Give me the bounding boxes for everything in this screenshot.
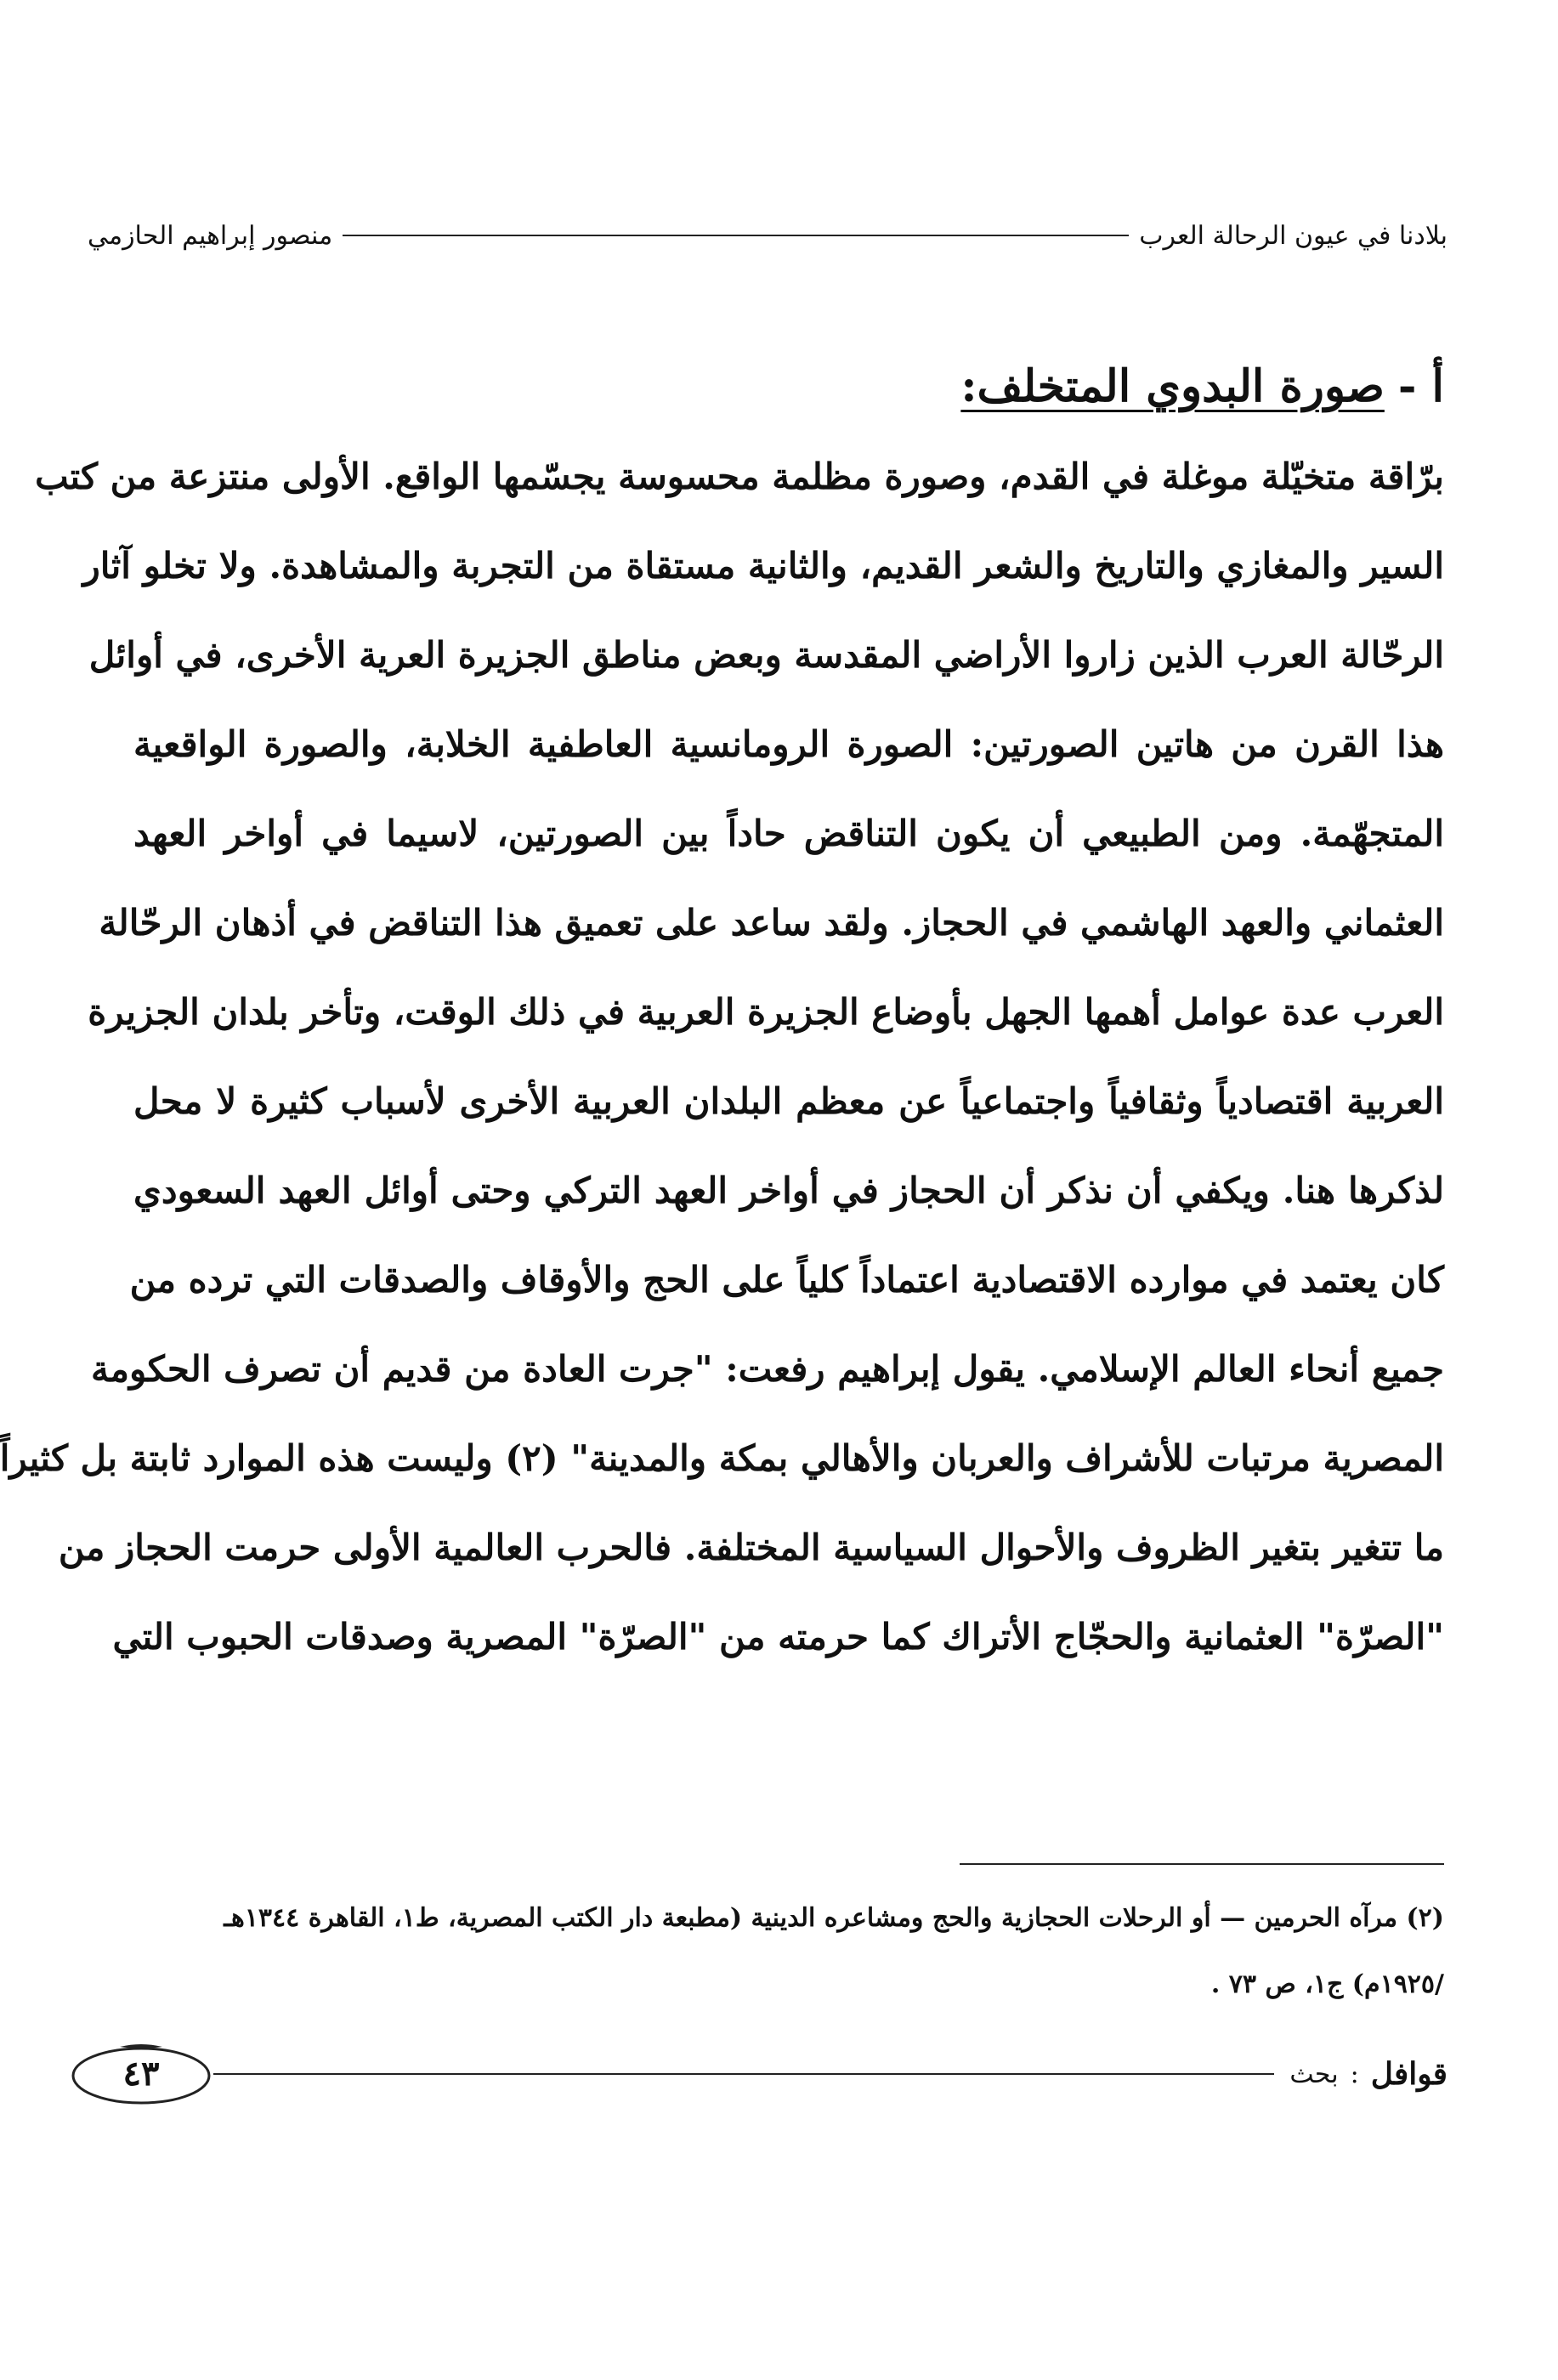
body-line: المتجهّمة. ومن الطبيعي أن يكون التناقض حاداً بين الصورتين، لاسيما في أواخر العهد (133, 813, 1444, 854)
header-author: منصور إبراهيم الحازمي (88, 220, 333, 251)
page-number: ٤٣ (122, 2054, 160, 2094)
header-book-title: بلادنا في عيون الرحالة العرب (1139, 220, 1448, 251)
footnote-line: /١٩٢٥م) ج١، ص ٧٣ . (1210, 1969, 1444, 1999)
body-line: الرحّالة العرب الذين زاروا الأراضي المقدسة وبعض مناطق الجزيرة العرية الأخرى، في أوائل (88, 634, 1444, 676)
footer-journal: قوافل (1370, 2056, 1448, 2092)
footer-rule (213, 2073, 1274, 2075)
section-prefix: أ - (1397, 360, 1444, 412)
body-line: جميع أنحاء العالم الإسلامي. يقول إبراهيم رفعت: "جرت العادة من قديم أن تصرف الحكومة (91, 1348, 1444, 1390)
body-line: العربية اقتصادياً وثقافياً واجتماعياً عن معظم البلدان العربية الأخرى لأسباب كثيرة لا محل (133, 1080, 1444, 1122)
body-line: لذكرها هنا. ويكفي أن نذكر أن الحجاز في أواخر العهد التركي وحتى أوائل العهد السعودي (133, 1170, 1444, 1211)
footer-separator: : (1350, 2059, 1359, 2089)
section-heading (960, 357, 1444, 416)
body-line: السير والمغازي والتاريخ والشعر القديم، والثانية مستقاة من التجربة والمشاهدة. ولا تخلو آثار (82, 545, 1444, 586)
footnote-line: (٢) مرآه الحرمين — أو الرحلات الحجازية والحج ومشاعره الدينية (مطبعة دار الكتب المصرية، ط١، القاهرة ١٣٤٤هـ (224, 1903, 1444, 1933)
body-line: كان يعتمد في موارده الاقتصادية اعتماداً كلياً على الحج والأوقاف والصدقات التي ترده من (129, 1259, 1444, 1300)
body-text (0, 432, 1444, 1681)
body-line: العرب عدة عوامل أهمها الجهل بأوضاع الجزيرة العربية في ذلك الوقت، وتأخر بلدان الجزيرة (88, 991, 1444, 1033)
running-header (88, 214, 1448, 257)
page-number-badge (69, 2040, 213, 2108)
footnote-separator (960, 1863, 1444, 1865)
header-rule (343, 235, 1129, 236)
body-line: برّاقة متخيّلة موغلة في القدم، وصورة مظلمة محسوسة يجسّمها الواقع. الأولى منتزعة من كتب (35, 456, 1444, 497)
body-line: العثماني والعهد الهاشمي في الحجاز. ولقد ساعد على تعميق هذا التناقض في أذهان الرحّالة (99, 902, 1444, 944)
body-line: المصرية مرتبات للأشراف والعربان والأهالي بمكة والمدينة" (٢) وليست هذه الموارد ثابتة بل كثيراً (0, 1437, 1444, 1479)
page-footer (69, 2040, 1448, 2108)
footer-kind: بحث (1289, 2059, 1339, 2089)
footnote (133, 1885, 1444, 2018)
section-title: صورة البدوي المتخلف: (960, 360, 1385, 412)
body-line: "الصرّة" العثمانية والحجّاج الأتراك كما حرمته من "الصرّة" المصرية وصدقات الحبوب التي (112, 1616, 1444, 1658)
body-line: ما تتغير بتغير الظروف والأحوال السياسية المختلفة. فالحرب العالمية الأولى حرمت الحجاز من (58, 1527, 1444, 1568)
body-line: هذا القرن من هاتين الصورتين: الصورة الرومانسية العاطفية الخلابة، والصورة الواقعية (133, 723, 1444, 765)
